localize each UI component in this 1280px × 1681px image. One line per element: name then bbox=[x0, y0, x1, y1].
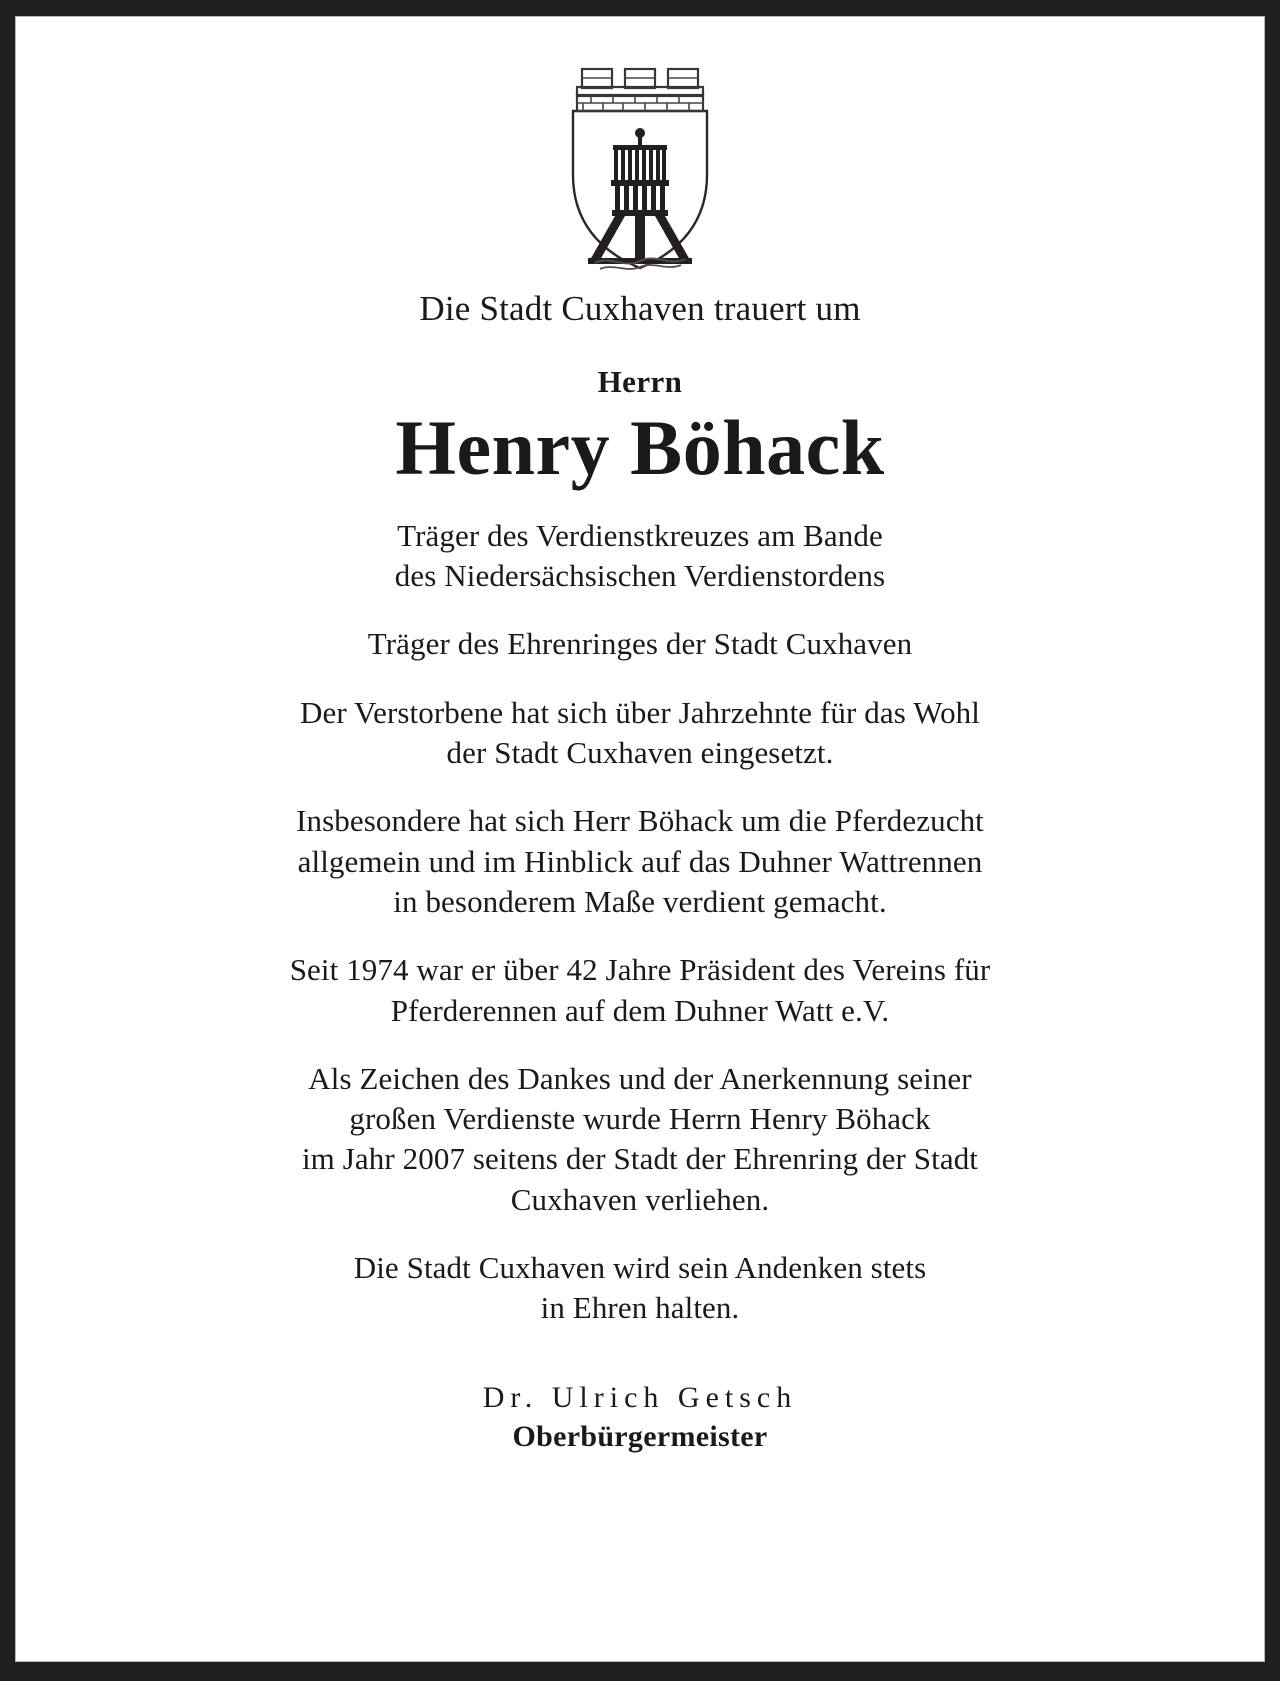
cuxhaven-coat-of-arms-icon bbox=[555, 55, 725, 273]
paragraph-line: Der Verstorbene hat sich über Jahrzehnte für das Wohl bbox=[300, 694, 980, 730]
deceased-name: Henry Böhack bbox=[395, 403, 885, 491]
paragraph-line: der Stadt Cuxhaven eingesetzt. bbox=[446, 735, 834, 771]
paragraph-line: Cuxhaven verliehen. bbox=[510, 1181, 770, 1217]
paragraph-horse-breeding-merit bbox=[296, 801, 984, 922]
paragraph-line: Träger des Verdienstkreuzes am Bande bbox=[397, 517, 883, 553]
paragraph-ring-of-honour-award-2007 bbox=[302, 1059, 978, 1220]
obituary-notice bbox=[15, 16, 1265, 1662]
paragraph-line: Pferderennen auf dem Duhner Watt e.V. bbox=[390, 992, 890, 1028]
signature-block bbox=[483, 1379, 797, 1456]
paragraph-presidency-since-1974 bbox=[290, 950, 991, 1031]
paragraph-line: in Ehren halten. bbox=[540, 1290, 740, 1326]
mural-crown-icon bbox=[577, 69, 703, 111]
paragraph-line: Insbesondere hat sich Herr Böhack um die Pferdezucht bbox=[296, 803, 984, 839]
paragraph-honour-federal-cross bbox=[395, 516, 885, 597]
paragraph-service-to-city bbox=[300, 693, 980, 774]
honorific: Herrn bbox=[597, 363, 683, 399]
paragraph-line: des Niedersächsischen Verdienstordens bbox=[394, 558, 886, 594]
paragraph-line: in besonderem Maße verdient gemacht. bbox=[393, 883, 887, 919]
lead-line: Die Stadt Cuxhaven trauert um bbox=[419, 289, 861, 328]
paragraph-line: im Jahr 2007 seitens der Stadt der Ehrenring der Stadt bbox=[301, 1141, 979, 1177]
paragraph-line: allgemein und im Hinblick auf das Duhner Wattrennen bbox=[297, 843, 983, 879]
paragraph-line: Seit 1974 war er über 42 Jahre Präsident des Vereins für bbox=[289, 952, 991, 988]
paragraph-line: Träger des Ehrenringes der Stadt Cuxhaven bbox=[367, 626, 913, 662]
signer-title: Oberbürgermeister bbox=[512, 1420, 768, 1454]
paragraph-line: Als Zeichen des Dankes und der Anerkennung seiner bbox=[308, 1060, 972, 1096]
signer-name: Dr. Ulrich Getsch bbox=[482, 1380, 798, 1414]
paragraph-line: großen Verdienste wurde Herrn Henry Böhack bbox=[349, 1101, 931, 1137]
paragraph-honour-ring-of-honour bbox=[368, 624, 912, 664]
paragraph-remembrance bbox=[354, 1248, 927, 1329]
paragraph-line: Die Stadt Cuxhaven wird sein Andenken stets bbox=[353, 1249, 927, 1285]
